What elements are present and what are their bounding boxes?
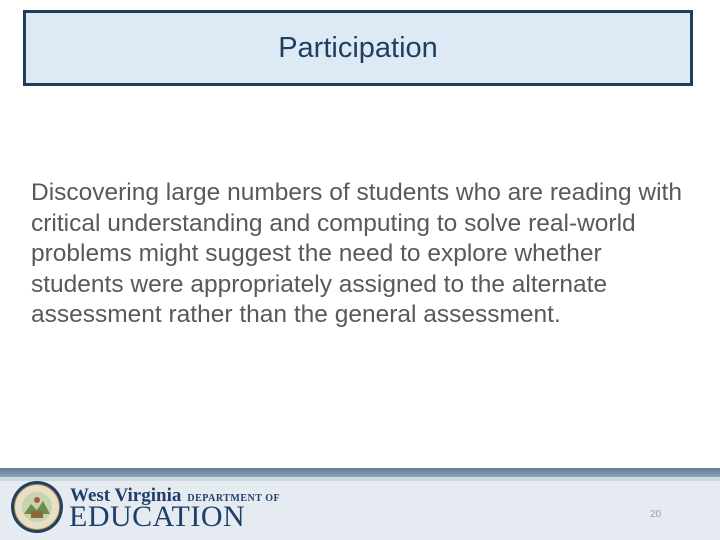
logo-department: DEPARTMENT OF [187, 493, 281, 504]
footer-accent-line [0, 468, 720, 477]
page-number: 20 [650, 509, 662, 520]
slide-body-text: Discovering large numbers of students who are reading with critical understanding and computing to solve real-world problems might suggest the need to explore whether students were appropriately assigned to the alternate assessment rather than the general assessment. [31, 179, 682, 328]
logo-education: EDUCATION [69, 500, 246, 533]
slide-title: Participation [278, 31, 438, 64]
state-seal-icon [10, 480, 64, 534]
slide-title-box [23, 10, 693, 86]
footer-highlight-line [0, 477, 720, 481]
logo-state-name: West Virginia [70, 485, 182, 506]
